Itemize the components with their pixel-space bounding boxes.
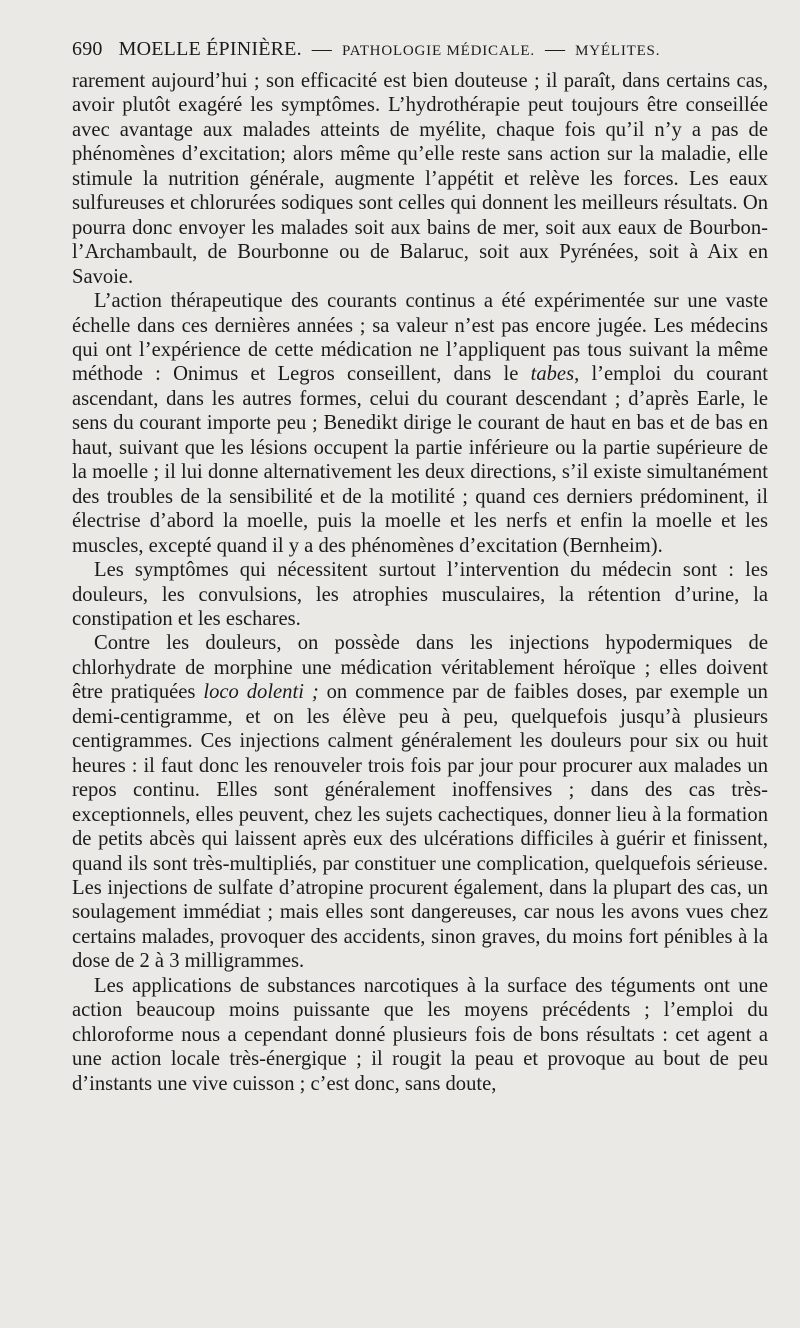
paragraph-text: , l’emploi du courant ascendant, dans les autres formes, celui du courant descendant ; d’après Earle, le sens du courant importe peu ; Benedikt dirige le courant de haut en bas et de bas en haut, suivant que les lésions occupent la partie inférieure ou la partie supérieure de la moelle ; il lui donne alternativement les deux directions, s’il existe simultanément des troubles de la sensibilité et de la motilité ; quand ces derniers prédominent, il électrise d’abord la moelle, puis la moelle et les nerfs et enfin la moelle et les muscles, excepté quand il y a des phénomènes d’excitation (Bernheim). <box>72 363 769 557</box>
paragraph-text: Contre les douleurs, on possède dans les injections hypodermiques de chlorhydrate de morphine une médication véritablement héroïque ; elles doivent être pratiquées <box>72 632 768 704</box>
running-head <box>72 38 768 61</box>
running-head-separator: — <box>311 38 332 60</box>
paragraph-continuous-currents <box>72 289 768 558</box>
paragraph-pain-treatment <box>72 631 768 973</box>
running-head-separator: — <box>544 38 566 60</box>
italic-term: tabes <box>530 363 575 386</box>
body-text <box>72 69 768 1096</box>
paragraph-text: L’action thérapeutique des courants continus a été expérimentée sur une vaste échelle dans ces dernières années ; sa valeur n’est pas encore jugée. Les médecins qui ont l’expérience de cette médication ne l’appliquent pas tous suivant la même méthode : Onimus et Legros conseillent, dans le <box>72 290 768 386</box>
running-head-subsection: MYÉLITES. <box>575 43 661 59</box>
paragraph-symptoms: Les symptômes qui nécessitent surtout l’intervention du médecin sont : les douleurs, les convulsions, les atrophies musculaires, la rétention d’urine, la constipation et les eschares. <box>72 559 768 630</box>
paragraph-narcotic-applications: Les applications de substances narcotiques à la surface des téguments ont une action beaucoup moins puissante que les moyens précédents ; l’emploi du chloroforme nous a cependant donné plusieurs fois de bons résultats : cet agent a une action locale très-énergique ; il rougit la peau et provoque au bout de peu d’instants une vive cuisson ; c’est donc, sans doute, <box>72 974 768 1095</box>
italic-term: loco dolenti ; <box>203 681 319 704</box>
paragraph-continuation: rarement aujourd’hui ; son efficacité est bien douteuse ; il paraît, dans certains cas, avoir plutôt exagéré les symptômes. L’hydrothérapie peut toujours être conseillée avec avantage aux malades atteints de myélite, chaque fois qu’il n’y a pas de phénomènes d’excitation; alors même qu’elle reste sans action sur la maladie, elle stimule la nutrition générale, augmente l’appétit et relève les forces. Les eaux sulfureuses et chlorurées sodiques sont celles qui donnent les meilleurs résultats. On pourra donc envoyer les malades soit aux bains de mer, soit aux eaux de Bourbon-l’Archambault, de Bourbonne ou de Balaruc, soit aux Pyrénées, soit à Aix en Savoie. <box>72 70 768 288</box>
running-head-section: PATHOLOGIE MÉDICALE. <box>341 43 535 59</box>
paragraph-text: on commence par de faibles doses, par exemple un demi-centigramme, et on les élève peu à peu, quelquefois jusqu’à plusieurs centigrammes. Ces injections calment généralement les douleurs pour six ou huit heures : il faut donc les renouveler trois fois par jour pour procurer aux malades un repos continu. Elles sont généralement inoffensives ; dans des cas très-exceptionnels, elles peuvent, chez les sujets cachectiques, donner lieu à la formation de petits abcès qui laissent après eux des ulcérations difficiles à guérir et finissent, quand ils sont très-multipliés, par constituer une complication, quelquefois sérieuse. Les injections de sulfate d’atropine procurent également, dans la plupart des cas, un soulagement immédiat ; mais elles sont dangereuses, car nous les avons vues chez certains malades, provoquer des accidents, sinon graves, du moins fort pénibles à la dose de 2 à 3 milligrammes. <box>72 681 768 973</box>
running-head-title: MOELLE ÉPINIÈRE. <box>118 38 302 60</box>
page-number: 690 <box>72 38 103 60</box>
